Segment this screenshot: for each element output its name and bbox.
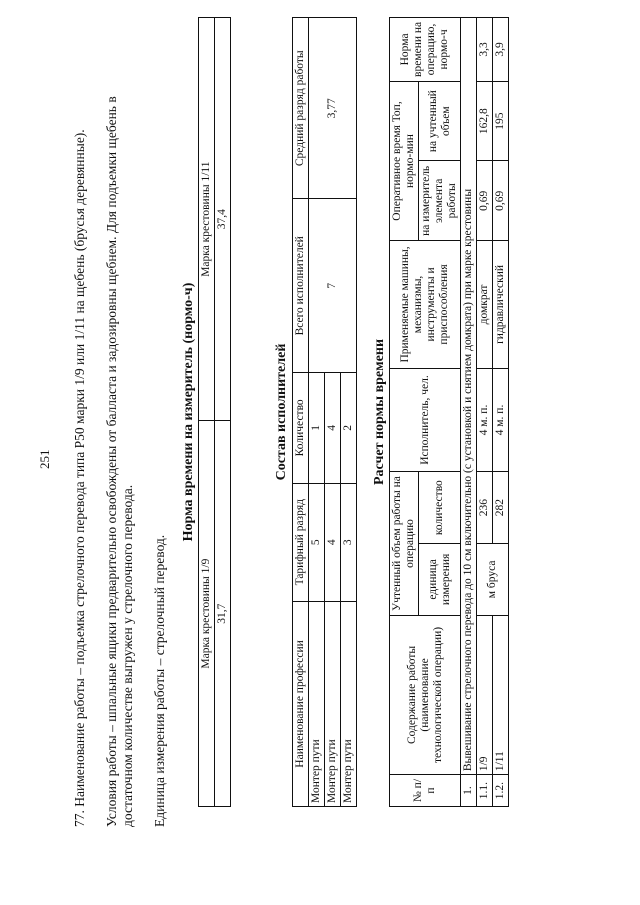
work-conditions: Условия работы – шпальные ящики предварительно освобождены от балласта и задозировны щебнем. Для подъемки щебень в достаточном количестве выгружен у стрелочного перевода.	[104, 96, 135, 827]
header-grade: Тарифный разряд	[293, 483, 309, 601]
row-tool: гидравлический	[493, 241, 509, 369]
row-executor: 4 м. п.	[493, 368, 509, 472]
header-avg-grade: Средний разряд работы	[293, 18, 309, 200]
row-qty: 236	[477, 472, 493, 544]
row-num: 1.2.	[493, 775, 509, 807]
section-num: 1.	[461, 775, 477, 807]
calc-section-title: Расчет нормы времени	[372, 338, 387, 486]
row-per-unit: 0,69	[477, 161, 493, 241]
row-tool: домкрат	[477, 241, 493, 369]
header-per-volume: на учтенный объем	[419, 81, 461, 161]
row-norm: 3,3	[477, 18, 493, 82]
profession-cell: Монтер пути	[309, 601, 325, 806]
norm-table	[198, 17, 231, 807]
total-cell: 7	[309, 199, 357, 373]
header-unit: единица измерения	[419, 544, 461, 616]
section-text: Вывешивание стрелочного перевода до 10 см включительно (с установкой и снятием домкрата) при марке крестовины	[461, 18, 477, 775]
table-row	[461, 18, 477, 807]
table-row	[477, 18, 493, 807]
row-executor: 4 м. п.	[477, 368, 493, 472]
table-row	[493, 18, 509, 807]
row-qty: 282	[493, 472, 509, 544]
header-norm: Норма времени на операцию, нормо-ч	[390, 18, 461, 82]
header-volume: Учтенный объем работы на операцию	[390, 472, 419, 615]
row-per-volume: 162,8	[477, 81, 493, 161]
header-total: Всего исполнителей	[293, 199, 309, 373]
norm-value-1-11: 37,4	[215, 18, 231, 421]
norm-value-1-9: 31,7	[215, 421, 231, 807]
calc-table	[389, 17, 509, 807]
row-per-volume: 195	[493, 81, 509, 161]
header-qty: количество	[419, 472, 461, 544]
crew-section-title: Состав исполнителей	[274, 343, 289, 481]
count-cell: 2	[341, 373, 357, 483]
work-unit: Единица измерения работы – стрелочный перевод.	[152, 534, 167, 827]
header-per-unit: на измеритель элемента работы	[419, 161, 461, 241]
grade-cell: 3	[341, 483, 357, 601]
header-cross-1-11: Марка крестовины 1/11	[199, 18, 215, 421]
profession-cell: Монтер пути	[341, 601, 357, 806]
header-optime: Оперативное время Топ, нормо-мин	[390, 81, 419, 240]
row-norm: 3,9	[493, 18, 509, 82]
header-cross-1-9: Марка крестовины 1/9	[199, 421, 215, 807]
header-executor: Исполнитель, чел.	[390, 368, 461, 472]
header-content: Содержание работы (наименование технологической операции)	[390, 615, 461, 774]
row-unit: м бруса	[477, 544, 509, 616]
count-cell: 1	[309, 373, 325, 483]
avg-grade-cell: 3,77	[309, 18, 357, 200]
header-num: № п/п	[390, 775, 461, 807]
header-profession: Наименование профессии	[293, 601, 309, 806]
norm-section-title: Норма времени на измеритель (нормо-ч)	[181, 282, 196, 542]
count-cell: 4	[325, 373, 341, 483]
row-name: 1/11	[493, 615, 509, 774]
profession-cell: Монтер пути	[325, 601, 341, 806]
grade-cell: 5	[309, 483, 325, 601]
header-count: Количество	[293, 373, 309, 483]
table-row	[309, 18, 325, 807]
header-machines: Применяемые машины, механизмы, инструменты и приспособления	[390, 241, 461, 369]
work-title: 77. Наименование работы – подъемка стрелочного перевода типа Р50 марки 1/9 или 1/11 на щебень (брусья деревянные).	[72, 129, 87, 827]
row-name: 1/9	[477, 615, 493, 774]
crew-table	[292, 17, 357, 807]
row-per-unit: 0,69	[493, 161, 509, 241]
grade-cell: 4	[325, 483, 341, 601]
page-number: 251	[37, 449, 52, 469]
row-num: 1.1.	[477, 775, 493, 807]
